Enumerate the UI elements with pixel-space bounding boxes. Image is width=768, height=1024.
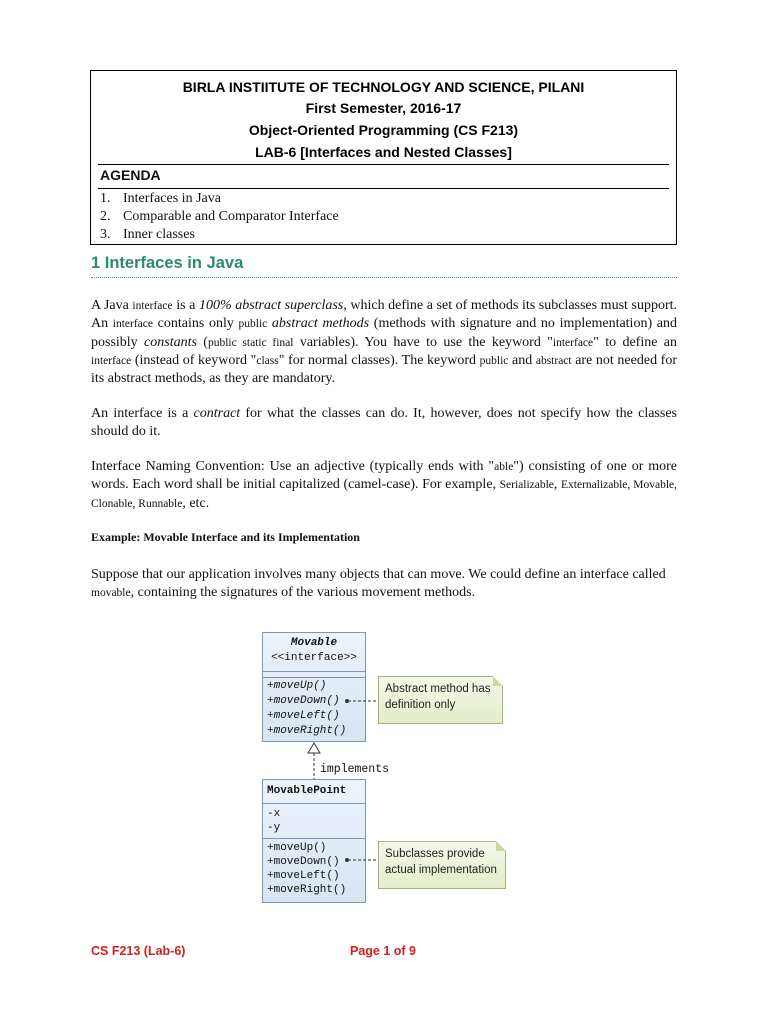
class-field: -x	[267, 808, 281, 820]
note1-anchor	[345, 699, 349, 703]
class-name: MovablePoint	[267, 785, 347, 797]
footer-page-number: Page 1 of 9	[350, 944, 416, 958]
interface-method: +moveUp()	[267, 680, 327, 692]
interface-name: Movable	[290, 637, 338, 649]
interface-stereotype: <<interface>>	[271, 652, 357, 664]
agenda-item: 2. Comparable and Comparator Interface	[100, 209, 339, 224]
interface-method: +moveRight()	[267, 725, 347, 737]
agenda-item: 3. Inner classes	[100, 227, 195, 242]
lab-title: LAB-6 [Interfaces and Nested Classes]	[255, 144, 512, 160]
note-subclasses: Subclasses provide actual implementation	[378, 841, 506, 889]
example-heading: Example: Movable Interface and its Implementation	[91, 530, 360, 544]
paragraph-naming-convention: Interface Naming Convention: Use an adjective (typically ends with "able") consisting of one or more words. Each word shall be initial capitalized (camel-case). For example, Serializable, Externalizable, Movable, Clonable, Runnable, etc.	[91, 459, 678, 511]
interface-method: +moveDown()	[267, 695, 340, 707]
class-field: -y	[267, 822, 281, 834]
section-heading: 1 Interfaces in Java	[91, 254, 244, 272]
class-method: +moveUp()	[267, 842, 327, 854]
footer-course: CS F213 (Lab-6)	[91, 944, 186, 958]
institute-title: BIRLA INSTIITUTE OF TECHNOLOGY AND SCIENCE, PILANI	[182, 79, 585, 95]
implements-label: implements	[320, 763, 390, 776]
semester-line: First Semester, 2016-17	[305, 100, 462, 116]
paragraph-interface-definition: A Java interface is a 100% abstract superclass, which define a set of methods its subclasses must support. An interface contains only public abstract methods (methods with signature and no implementation) and possibly constants (public static final variables). You have to use the keyword "interface" to define an interface (instead of keyword "class" for normal classes). The keyword public and abstract are not needed for its abstract methods, as they are mandatory.	[91, 298, 678, 387]
course-line: Object-Oriented Programming (CS F213)	[248, 122, 519, 138]
note-abstract-method: Abstract method has definition only	[378, 676, 503, 724]
interface-method: +moveLeft()	[267, 710, 340, 722]
realization-arrowhead	[308, 743, 320, 753]
paragraph-example: Suppose that our application involves many objects that can move. We could define an interface called movable, containing the signatures of the various movement methods.	[91, 567, 666, 601]
note2-anchor	[345, 858, 349, 862]
agenda-item: 1. Interfaces in Java	[100, 191, 221, 206]
class-method: +moveDown()	[267, 856, 340, 868]
class-method: +moveRight()	[267, 884, 347, 896]
paragraph-contract: An interface is a contract for what the classes can do. It, however, does not specify how the classes should do it.	[91, 406, 677, 440]
class-method: +moveLeft()	[267, 870, 340, 882]
agenda-title: AGENDA	[100, 167, 161, 183]
